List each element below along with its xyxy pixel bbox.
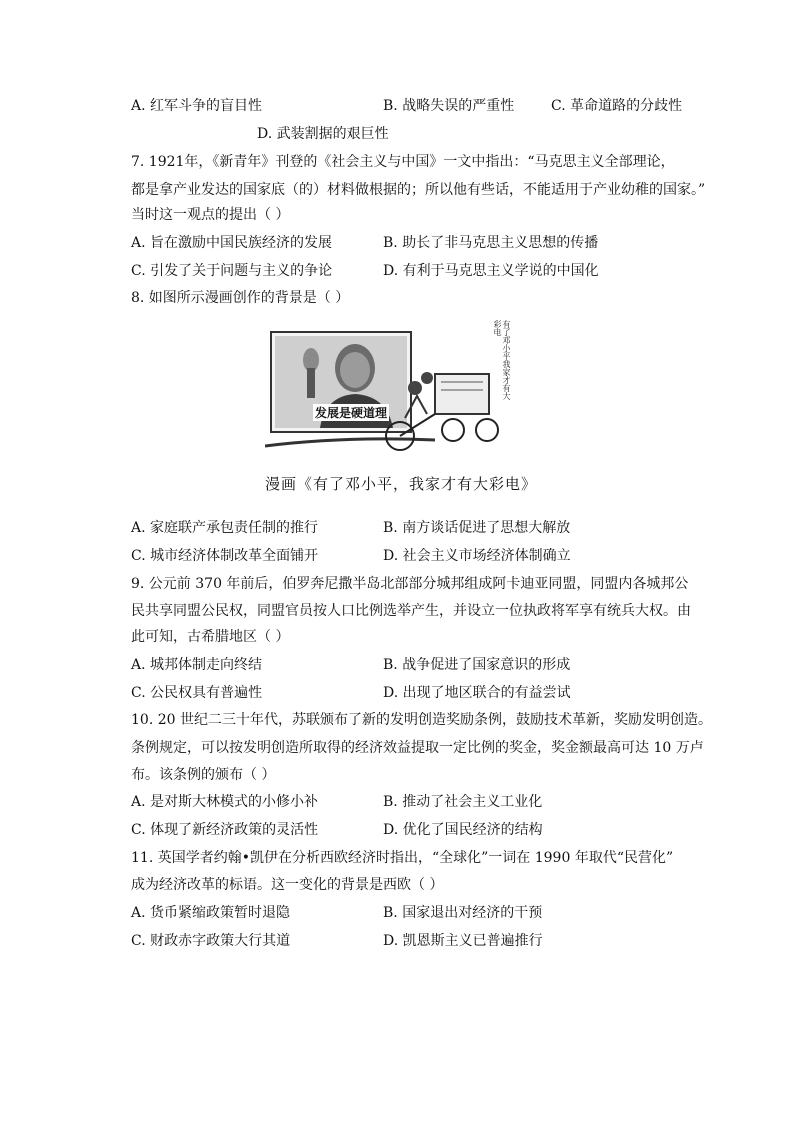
q9-option-d: D. 出现了地区联合的有益尝试 <box>383 685 571 701</box>
q9-option-a: A. 城邦体制走向终结 <box>131 657 263 673</box>
q9-option-c: C. 公民权具有普遍性 <box>131 685 263 701</box>
q6-option-c: C. 革命道路的分歧性 <box>551 98 683 114</box>
q10-option-d: D. 优化了国民经济的结构 <box>383 822 543 838</box>
q8-option-b: B. 南方谈话促进了思想大解放 <box>383 520 571 536</box>
q10-stem-line-3: 布。该条例的颁布（ ） <box>131 767 276 783</box>
q7-stem-line-3: 当时这一观点的提出（ ） <box>131 207 290 223</box>
q8-option-a: A. 家庭联产承包责任制的推行 <box>131 520 319 536</box>
q7-option-d: D. 有利于马克思主义学说的中国化 <box>383 263 599 279</box>
q7-option-b: B. 助长了非马克思主义思想的传播 <box>383 235 599 251</box>
q9-stem-line-1: 9. 公元前 370 年前后，伯罗奔尼撒半岛北部部分城邦组成阿卡迪亚同盟，同盟内各城邦公 <box>131 576 689 592</box>
cartoon-sign-text: 发展是硬道理 <box>315 406 388 420</box>
q10-stem-line-1: 10. 20 世纪二三十年代，苏联颁布了新的发明创造奖励条例，鼓励技术革新，奖励发明创造。 <box>131 712 712 728</box>
cartoon-side-text: 有了邓小平我家才有大彩电 <box>493 320 511 400</box>
q9-stem-line-2: 民共享同盟公民权，同盟官员按人口比例选举产生，并设立一位执政将军享有统兵大权。由 <box>131 603 691 619</box>
q7-stem-line-2: 都是拿产业发达的国家底（的）材料做根据的；所以他有些话，不能适用于产业幼稚的国家。” <box>131 182 706 198</box>
q6-option-d: D. 武装割据的艰巨性 <box>257 126 389 142</box>
q7-option-a: A. 旨在激励中国民族经济的发展 <box>131 235 333 251</box>
q7-option-c: C. 引发了关于问题与主义的争论 <box>131 263 333 279</box>
q11-option-b: B. 国家退出对经济的干预 <box>383 905 543 921</box>
q11-stem-line-2: 成为经济改革的标语。这一变化的背景是西欧（ ） <box>131 877 444 893</box>
q6-option-b: B. 战略失误的严重性 <box>383 98 515 114</box>
q11-option-a: A. 货币紧缩政策暂时退隐 <box>131 905 291 921</box>
q8-option-d: D. 社会主义市场经济体制确立 <box>383 548 571 564</box>
q10-option-c: C. 体现了新经济政策的灵活性 <box>131 822 319 838</box>
q10-option-b: B. 推动了社会主义工业化 <box>383 794 543 810</box>
q8-stem: 8. 如图所示漫画创作的背景是（ ） <box>131 290 350 306</box>
q9-stem-line-3: 此可知，古希腊地区（ ） <box>131 629 290 645</box>
q11-option-c: C. 财政赤字政策大行其道 <box>131 933 291 949</box>
q10-option-a: A. 是对斯大林模式的小修小补 <box>131 794 319 810</box>
q10-stem-line-2: 条例规定，可以按发明创造所取得的经济效益提取一定比例的奖金，奖金额最高可达 10 万卢 <box>131 740 704 756</box>
q11-option-d: D. 凯恩斯主义已普遍推行 <box>383 933 543 949</box>
cartoon-caption: 漫画《有了邓小平，我家才有大彩电》 <box>265 475 538 493</box>
q11-stem-line-1: 11. 英国学者约翰•凯伊在分析西欧经济时指出，“全球化”一词在 1990 年取代“民营化” <box>131 850 674 866</box>
q8-option-c: C. 城市经济体制改革全面铺开 <box>131 548 319 564</box>
q9-option-b: B. 战争促进了国家意识的形成 <box>383 657 571 673</box>
q7-stem-line-1: 7. 1921年，《新青年》刊登的《社会主义与中国》一文中指出：“马克思主义全部理论， <box>131 154 675 170</box>
q6-option-a: A. 红军斗争的盲目性 <box>131 98 263 114</box>
